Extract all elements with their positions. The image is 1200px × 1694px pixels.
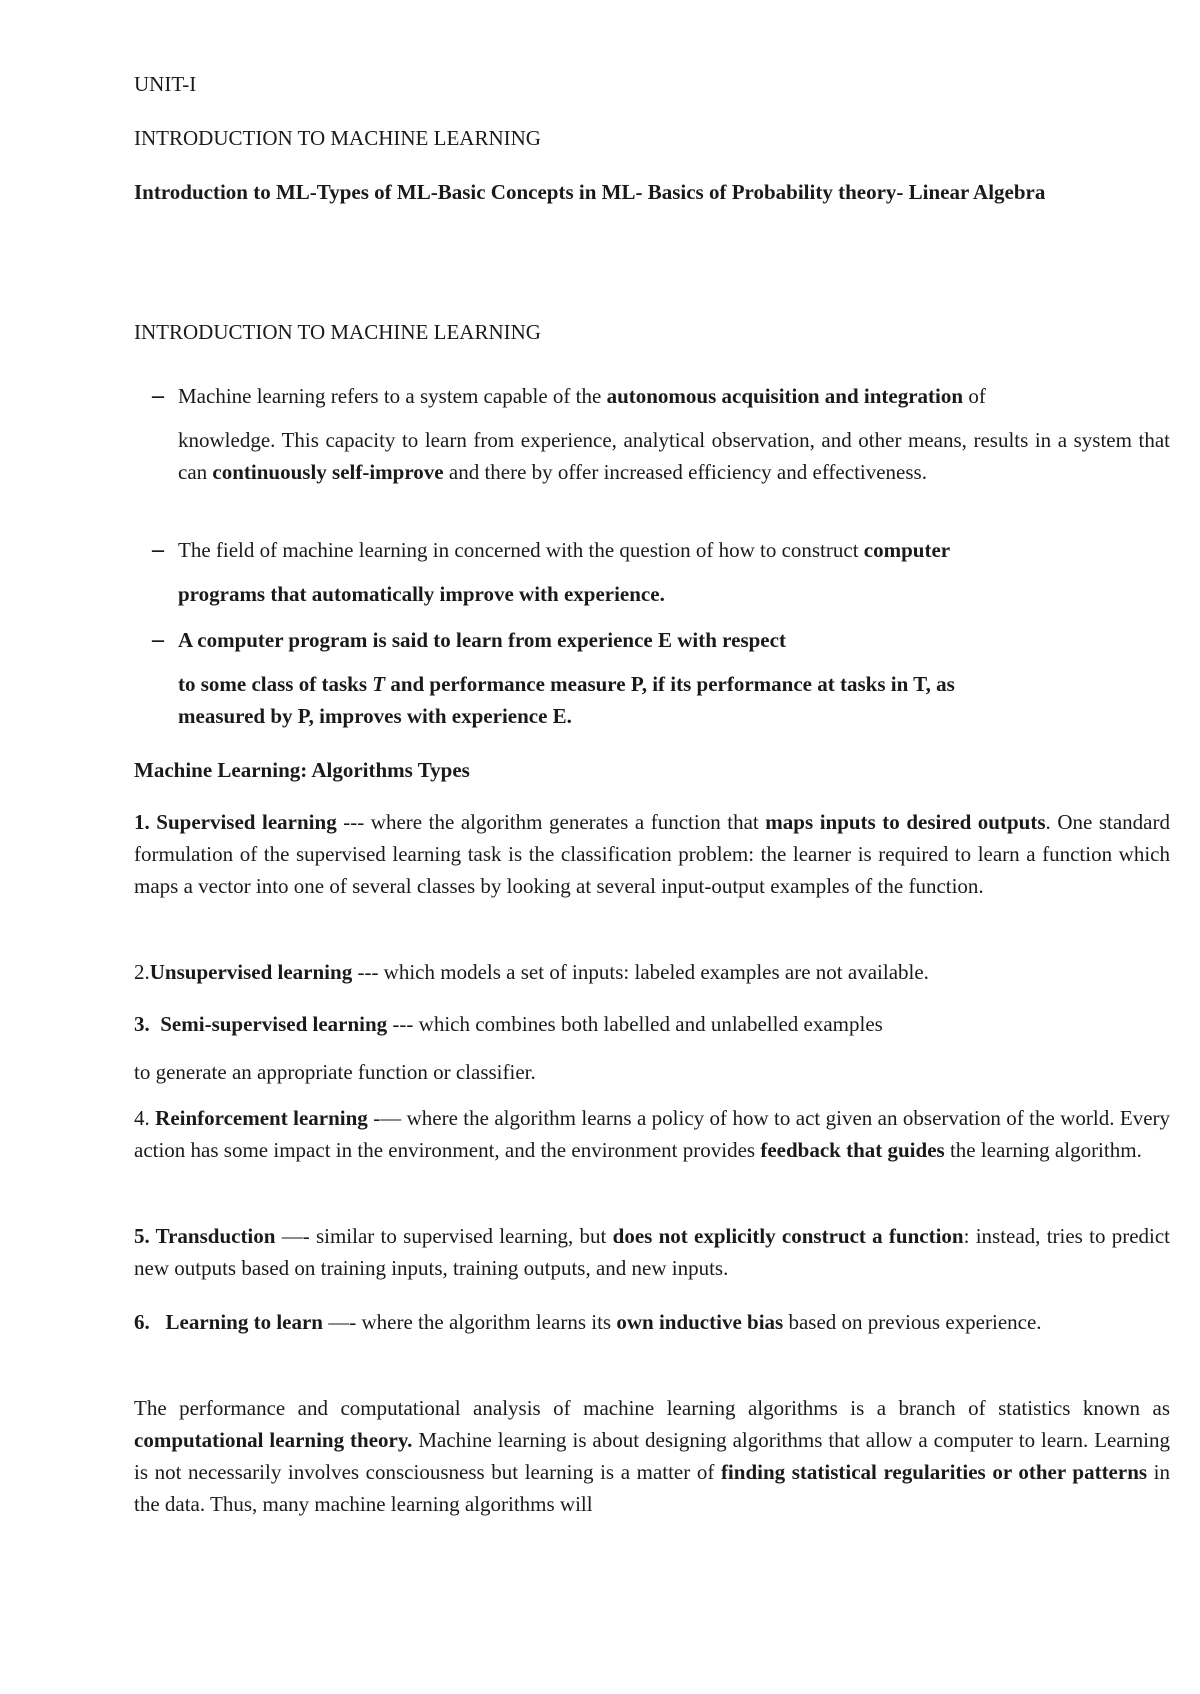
item-term: Transduction bbox=[155, 1224, 276, 1248]
document-title: INTRODUCTION TO MACHINE LEARNING bbox=[134, 126, 541, 150]
algorithm-item-supervised bbox=[134, 806, 1170, 902]
item-text: —- similar to supervised learning, but bbox=[275, 1224, 613, 1248]
dash-bullet-icon: – bbox=[152, 627, 164, 653]
bullet-text: Machine learning refers to a system capable of the bbox=[178, 384, 607, 408]
bullet-text: knowledge. This capacity to learn from experience, analytical observation, and other means, results in a system that can bbox=[178, 428, 1170, 484]
bullet-bold-text: continuously self-improve bbox=[212, 460, 444, 484]
bullet-ml-definition bbox=[152, 380, 1170, 488]
item-number: 1. bbox=[134, 810, 157, 834]
bullet-line bbox=[178, 380, 1170, 412]
item-number: 6. bbox=[134, 1310, 166, 1334]
item-term: Reinforcement learning bbox=[155, 1106, 368, 1130]
item-text: the learning algorithm. bbox=[944, 1138, 1142, 1162]
paragraph-text: Machine learning is about designing algorithms that allow a computer to learn. Learning is not necessarily involves consciousness but learning is a matter of bbox=[134, 1428, 1170, 1484]
item-text: based on previous experience. bbox=[783, 1310, 1042, 1334]
topics-subtitle: Introduction to ML-Types of ML-Basic Concepts in ML- Basics of Probability theory- Linear Algebra bbox=[134, 180, 1046, 204]
item-number: 5. bbox=[134, 1224, 156, 1248]
paragraph-text: in the data. Thus, many machine learning algorithms will bbox=[134, 1460, 1170, 1516]
algorithm-item-learning-to-learn bbox=[134, 1306, 1170, 1338]
item-text: --- where the algorithm generates a function that bbox=[336, 810, 766, 834]
item-text: -— where the algorithm learns a policy of how to act given an observation of the world. Every action has some impact in the environment, and the environment provides bbox=[134, 1106, 1171, 1162]
paragraph-bold-text: computational learning theory. bbox=[134, 1428, 413, 1452]
item-text: : instead, tries to predict new outputs based on training inputs, training outputs, and new inputs. bbox=[134, 1224, 1171, 1280]
bullet-bold-text: to some class of tasks bbox=[178, 672, 373, 696]
item-term: Learning to learn bbox=[165, 1310, 323, 1334]
item-text: . One standard formulation of the supervised learning task is the classification problem: the learner is required to learn a function which maps a vector into one of several classes by looking at several input-output examples of the function. bbox=[134, 810, 1170, 898]
dash-bullet-icon: – bbox=[152, 537, 164, 563]
dash-bullet-icon: – bbox=[152, 383, 164, 409]
item-text: —- where the algorithm learns its bbox=[323, 1310, 617, 1334]
bullet-text: and there by offer increased efficiency and effectiveness. bbox=[443, 460, 927, 484]
item-bold-text: own inductive bias bbox=[616, 1310, 784, 1334]
bullet-line bbox=[178, 668, 978, 732]
algorithms-heading: Machine Learning: Algorithms Types bbox=[134, 758, 470, 782]
item-number: 3. bbox=[134, 1012, 161, 1036]
item-bold-text: does not explicitly construct a function bbox=[612, 1224, 964, 1248]
bullet-bold-text: autonomous acquisition and integration bbox=[606, 384, 964, 408]
item-bold-text: feedback that guides bbox=[760, 1138, 945, 1162]
paragraph-text: The performance and computational analysis of machine learning algorithms is a branch of statistics known as bbox=[134, 1396, 1170, 1420]
item-term: Supervised learning bbox=[156, 810, 337, 834]
algorithm-item-unsupervised bbox=[134, 956, 1170, 988]
item-number: 4. bbox=[134, 1106, 156, 1130]
item-term: Semi-supervised learning bbox=[160, 1012, 388, 1036]
bullet-bold-text: and performance measure P, if its performance at tasks in T, as measured by P, improves with experience E. bbox=[178, 672, 955, 728]
bullet-ml-field bbox=[152, 534, 1170, 610]
item-bold-text: maps inputs to desired outputs bbox=[765, 810, 1046, 834]
algorithm-item-semi-supervised bbox=[134, 1008, 1170, 1040]
section-title: INTRODUCTION TO MACHINE LEARNING bbox=[134, 320, 541, 344]
bullet-text: of bbox=[963, 384, 986, 408]
item-term: Unsupervised learning bbox=[149, 960, 353, 984]
paragraph-bold-text: finding statistical regularities or other patterns bbox=[720, 1460, 1148, 1484]
closing-paragraph bbox=[134, 1392, 1170, 1520]
item-text: --- which models a set of inputs: labeled examples are not available. bbox=[352, 960, 929, 984]
item-number: 2. bbox=[134, 960, 150, 984]
item-text: --- which combines both labelled and unlabelled examples bbox=[387, 1012, 883, 1036]
unit-label: UNIT-I bbox=[134, 72, 197, 96]
bullet-text: The field of machine learning in concerned with the question of how to construct bbox=[178, 538, 864, 562]
bullet-line bbox=[178, 534, 1170, 566]
algorithm-item-transduction bbox=[134, 1220, 1170, 1284]
bullet-bold-text: A computer program is said to learn from experience E with respect bbox=[178, 628, 786, 652]
algorithm-item-reinforcement bbox=[134, 1102, 1170, 1166]
bullet-italic-text: T bbox=[372, 672, 386, 696]
bullet-ml-formal-definition bbox=[152, 624, 1170, 732]
bullet-paragraph bbox=[178, 424, 1170, 488]
bullet-bold-text: computer bbox=[863, 538, 951, 562]
algorithm-item-semi-supervised-continued: to generate an appropriate function or classifier. bbox=[134, 1060, 536, 1084]
bullet-bold-text: programs that automatically improve with experience. bbox=[178, 582, 665, 606]
